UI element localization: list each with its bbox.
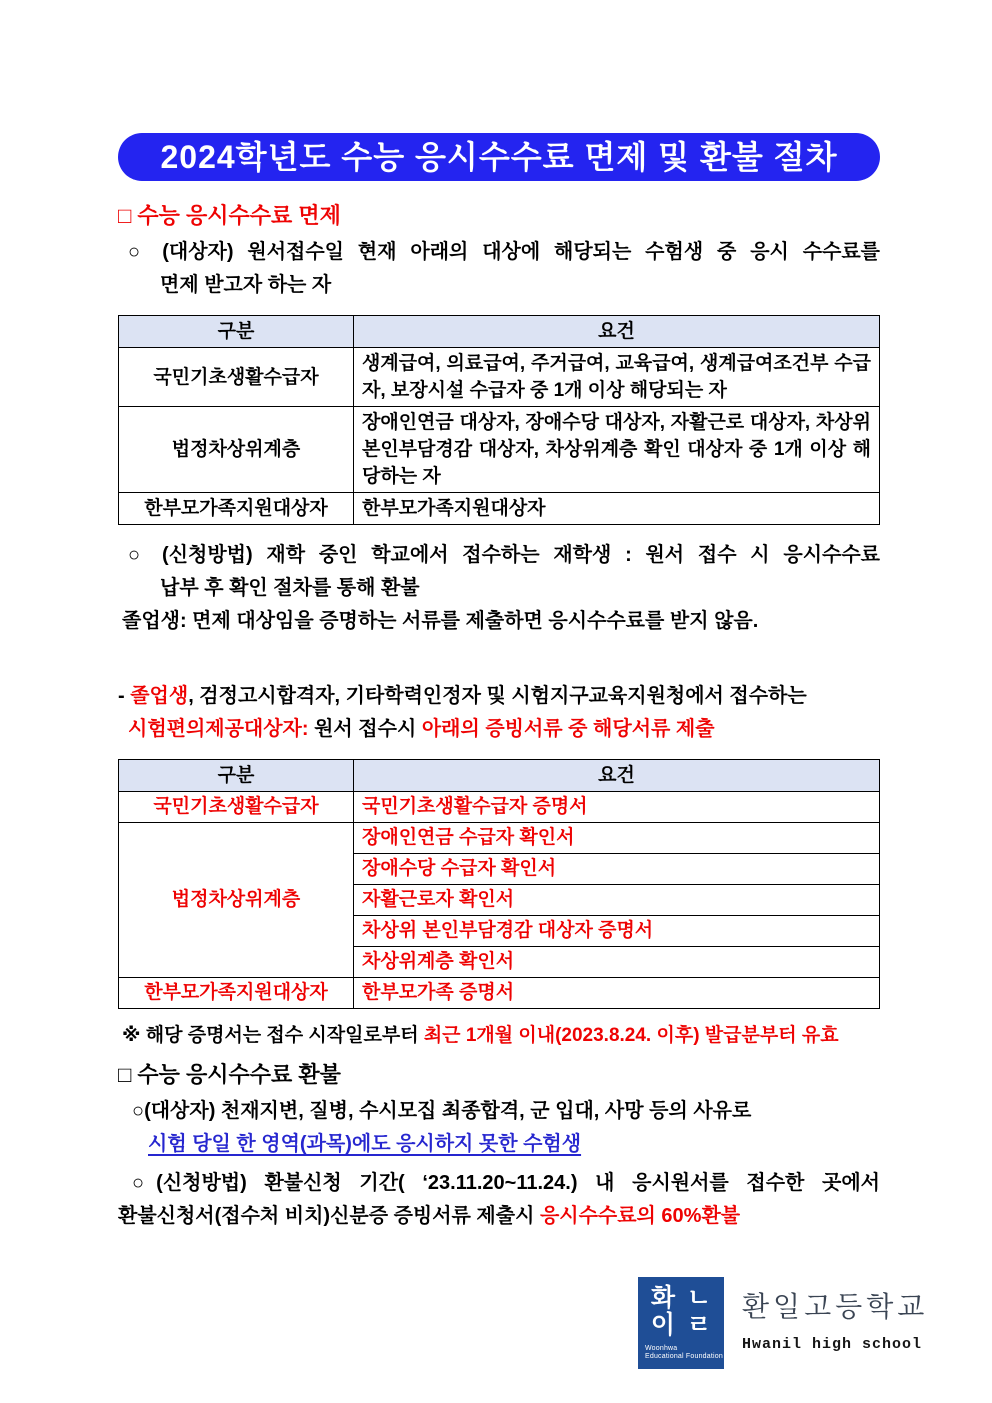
exemption-section-heading: □ 수능 응시수수료 면제 <box>118 203 341 228</box>
documents-highlight: 아래의 증빙서류 중 해당서류 제출 <box>421 718 715 740</box>
foundation-line2: Educational Foundation <box>645 1353 723 1360</box>
school-name-korean: 환일고등학교 <box>742 1292 929 1323</box>
graduate-note-line2 <box>118 713 880 746</box>
table-row <box>119 493 880 525</box>
requirement-cell: 차상위 본인부담경감 대상자 증명서 <box>354 916 880 947</box>
graduate-note-rest: , 검정고시합격자, 기타학력인정자 및 시험지구교육지원청에서 접수하는 <box>188 685 807 707</box>
requirement-cell: 장애수당 수급자 확인서 <box>354 854 880 885</box>
category-cell-merged: 법정차상위계층 <box>119 823 354 978</box>
school-name-english: Hwanil high school <box>742 1336 923 1353</box>
logo-glyph: 화 <box>650 1283 675 1312</box>
exemption-method-line2: 납부 후 확인 절차를 통해 환불 <box>160 577 420 599</box>
refund-target-line2 <box>118 1128 880 1161</box>
requirement-cell: 장애인연금 대상자, 장애수당 대상자, 자활근로 대상자, 차상위본인부담경감 대상자, 차상위계층 확인 대상자 중 1개 이상 해당하는 자 <box>354 407 880 493</box>
column-header-requirement: 요건 <box>354 316 880 348</box>
refund-method-line1: ○(신청방법) 환불신청 기간( ‘23.11.20~11.24.) 내 응시원서를 접수한 곳에서 <box>132 1172 880 1194</box>
category-cell: 한부모가족지원대상자 <box>119 978 354 1009</box>
validity-note <box>118 1019 880 1052</box>
refund-target-highlight: 시험 당일 한 영역(과목)에도 응시하지 못한 수험생 <box>148 1133 582 1155</box>
logo-glyphs-top <box>638 1285 724 1312</box>
accommodation-mid: 원서 접수시 <box>308 718 422 740</box>
requirement-cell: 차상위계층 확인서 <box>354 947 880 978</box>
logo-glyph: ㄴ <box>687 1283 712 1312</box>
table-header-row <box>119 316 880 348</box>
validity-note-black: ※ 해당 증명서는 접수 시작일로부터 <box>122 1025 424 1046</box>
refund-amount-highlight: 응시수수료의 60%환불 <box>539 1205 741 1227</box>
graduate-note-line1 <box>118 680 880 713</box>
graduate-highlight: 졸업생 <box>130 685 189 707</box>
table-header-row <box>119 760 880 792</box>
exemption-target-line1: ○ (대상자) 원서접수일 현재 아래의 대상에 해당되는 수험생 중 응시 수수료를 <box>128 241 880 263</box>
requirement-cell: 한부모가족지원대상자 <box>354 493 880 525</box>
table-row <box>119 823 880 854</box>
refund-method-black: 환불신청서(접수처 비치)신분증 증빙서류 제출시 <box>118 1205 540 1227</box>
logo-glyph: 이 <box>650 1310 675 1339</box>
validity-note-red: 최근 1개월 이내(2023.8.24. 이후) 발급분부터 유효 <box>423 1025 839 1046</box>
requirement-cell: 한부모가족 증명서 <box>354 978 880 1009</box>
school-name-block <box>742 1277 928 1353</box>
requirement-cell: 국민기초생활수급자 증명서 <box>354 792 880 823</box>
foundation-name <box>638 1345 724 1362</box>
refund-section-heading: □ 수능 응시수수료 환불 <box>118 1062 341 1087</box>
school-logo <box>638 1277 724 1369</box>
exemption-method-graduate-line: 졸업생: 면제 대상임을 증명하는 서류를 제출하면 응시수수료를 받지 않음. <box>122 610 759 632</box>
table-row <box>119 978 880 1009</box>
school-footer <box>638 1277 929 1369</box>
exemption-target-line2: 면제 받고자 하는 자 <box>160 274 332 296</box>
exemption-method-line1: ○ (신청방법) 재학 중인 학교에서 접수하는 재학생 : 원서 접수 시 응시수수료 <box>128 544 880 566</box>
foundation-line1: Woonhwa <box>645 1344 678 1352</box>
column-header-category: 구분 <box>119 316 354 348</box>
category-cell: 한부모가족지원대상자 <box>119 493 354 525</box>
requirement-cell: 자활근로자 확인서 <box>354 885 880 916</box>
accommodation-highlight: 시험편의제공대상자: <box>128 718 309 740</box>
table-row <box>119 407 880 493</box>
refund-method-line2 <box>118 1200 880 1233</box>
column-header-category: 구분 <box>119 760 354 792</box>
requirement-cell: 생계급여, 의료급여, 주거급여, 교육급여, 생계급여조건부 수급자, 보장시설 수급자 중 1개 이상 해당되는 자 <box>354 348 880 407</box>
document-content <box>118 0 929 1369</box>
dash-mark: - <box>118 685 131 707</box>
exemption-table <box>118 315 880 525</box>
logo-glyph: ㄹ <box>687 1310 712 1339</box>
title-banner: 2024학년도 수능 응시수수료 면제 및 환불 절차 <box>118 133 880 181</box>
logo-glyphs-bottom <box>638 1312 724 1339</box>
table-row <box>119 792 880 823</box>
category-cell: 국민기초생활수급자 <box>119 348 354 407</box>
requirement-cell: 장애인연금 수급자 확인서 <box>354 823 880 854</box>
column-header-requirement: 요건 <box>354 760 880 792</box>
table-row <box>119 348 880 407</box>
category-cell: 법정차상위계층 <box>119 407 354 493</box>
documents-table <box>118 759 880 1009</box>
category-cell: 국민기초생활수급자 <box>119 792 354 823</box>
refund-target-line1: ○(대상자) 천재지변, 질병, 수시모집 최종합격, 군 입대, 사망 등의 사유로 <box>132 1100 752 1122</box>
